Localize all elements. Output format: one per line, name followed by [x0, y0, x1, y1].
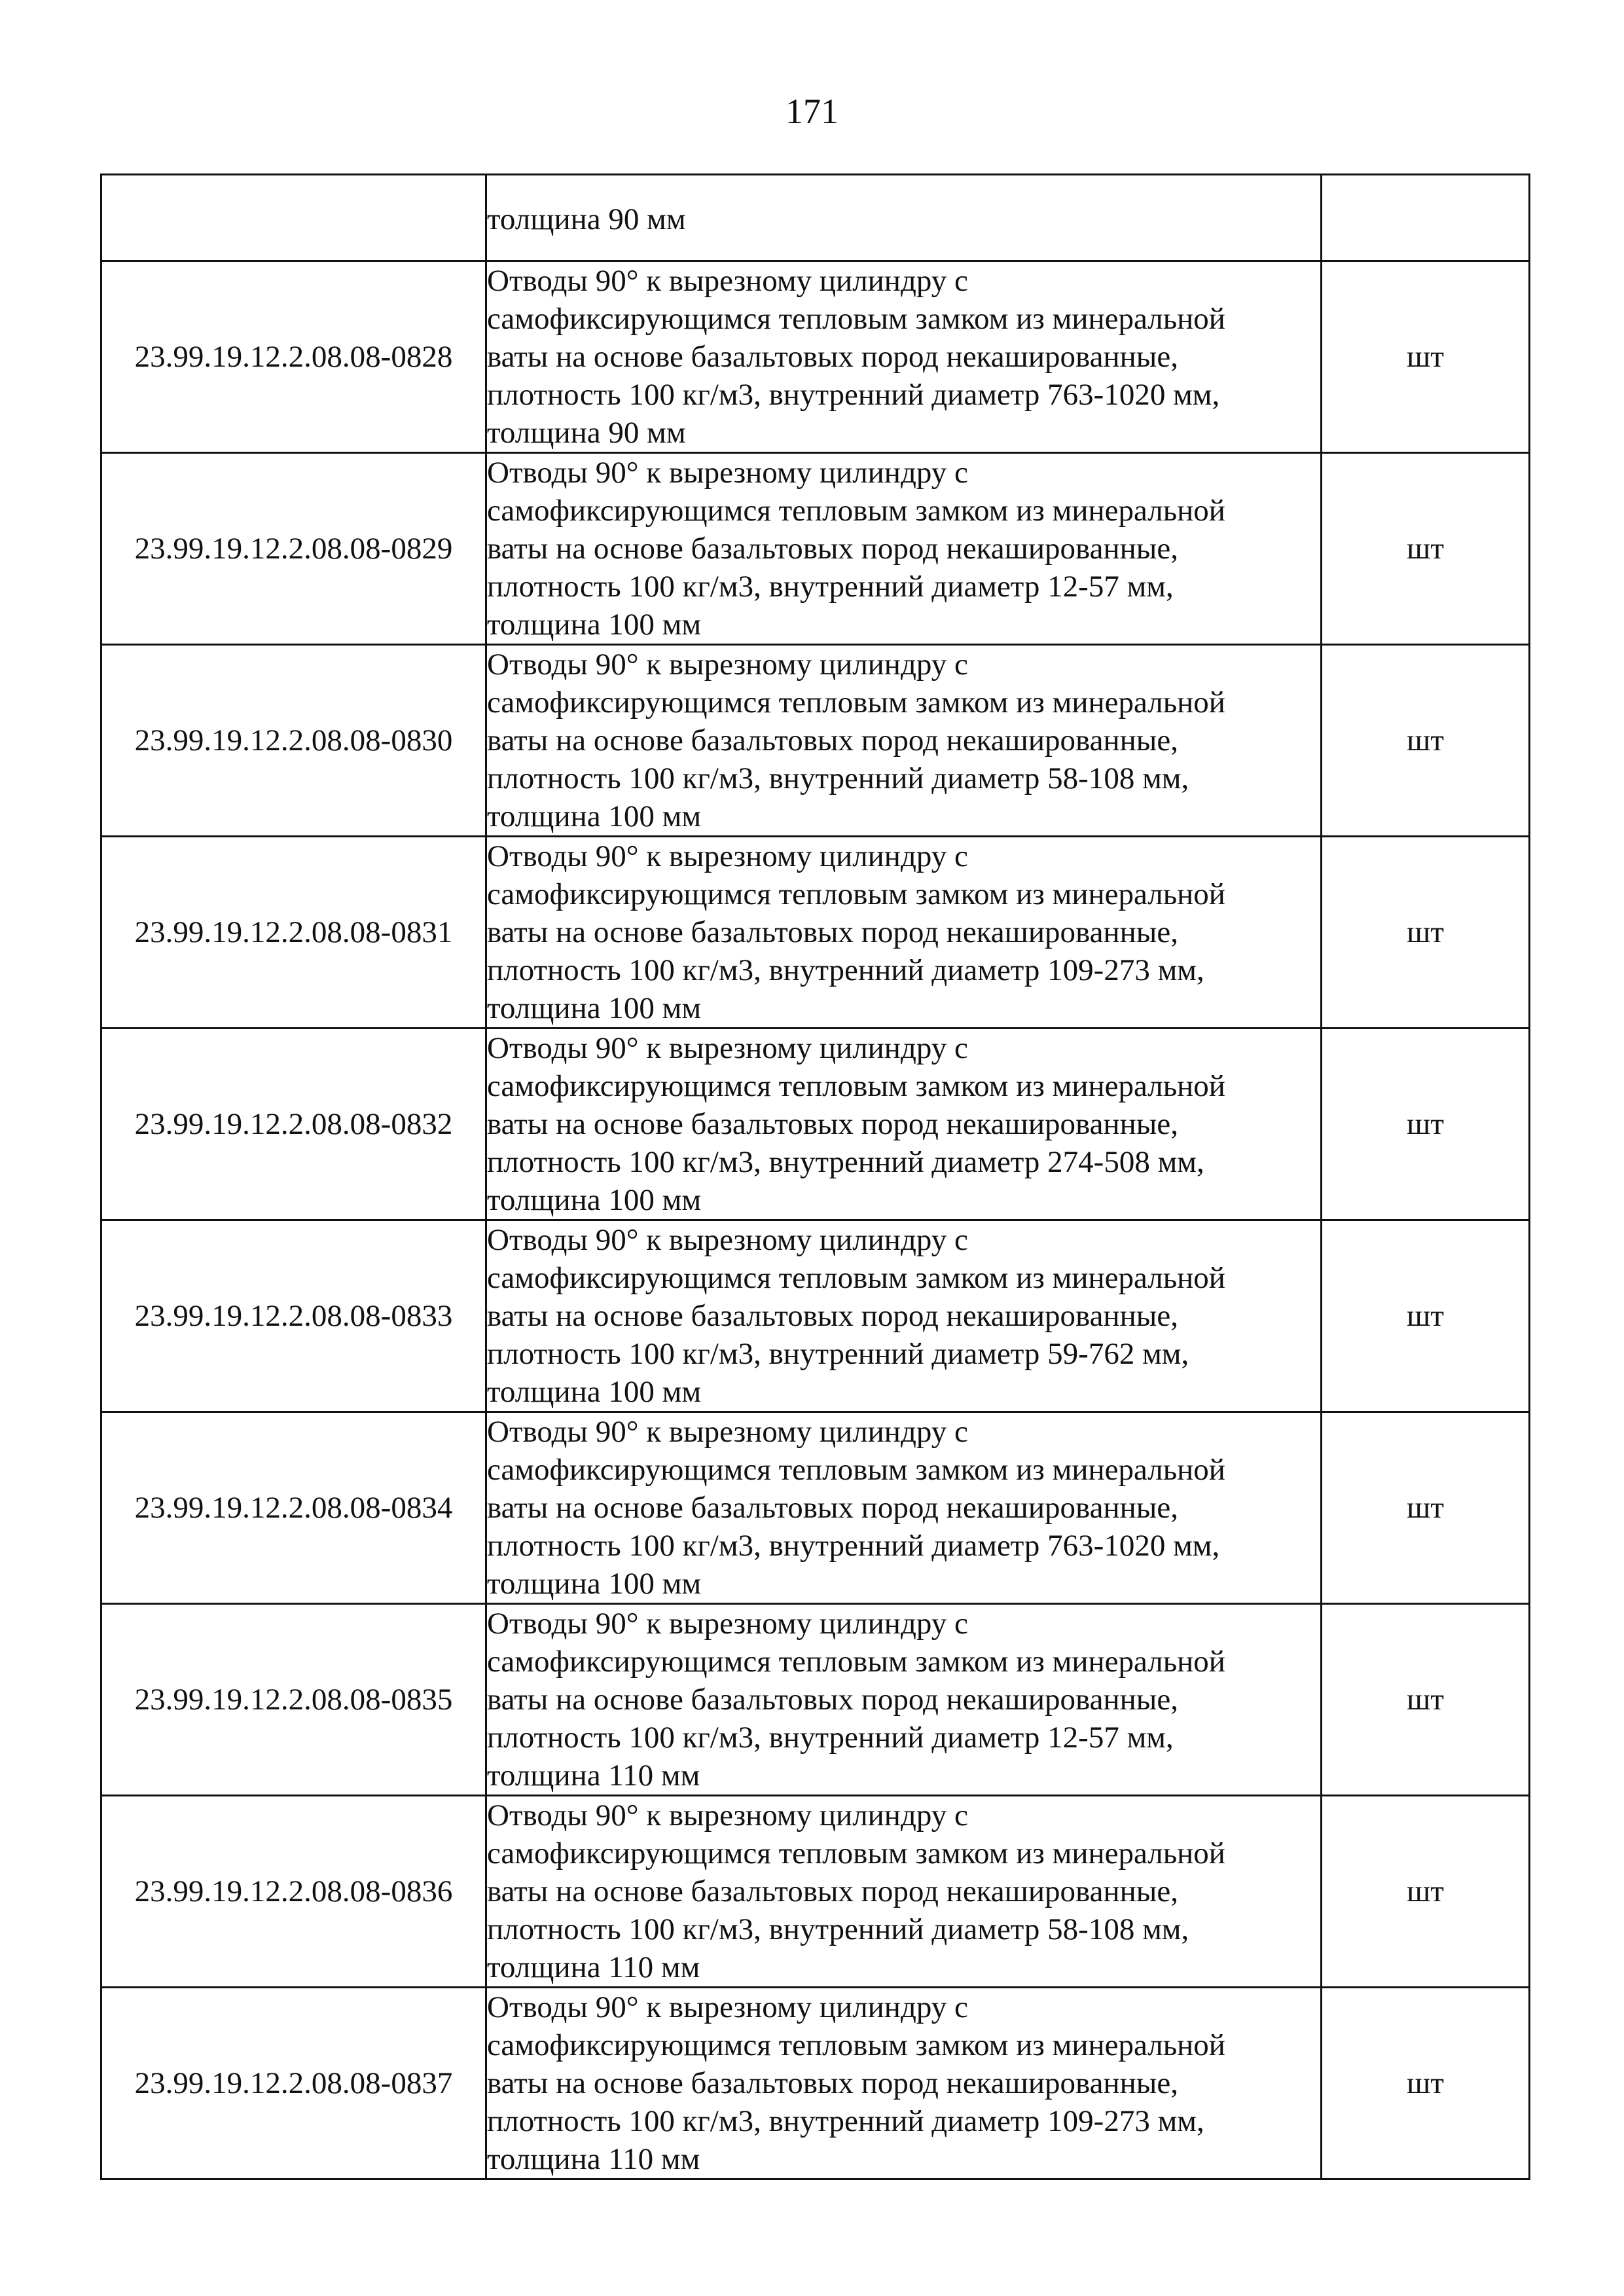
unit-of-measure: шт — [1322, 1604, 1530, 1796]
unit-of-measure: шт — [1322, 453, 1530, 645]
resource-description: Отводы 90° к вырезному цилиндру с самофиксирующимся тепловым замком из минеральной ваты на основе базальтовых пород некашированные, плотность 100 кг/м3, внутренний диаметр 274-508 мм, толщина 100 мм — [486, 1029, 1322, 1220]
table-row — [101, 1604, 1530, 1796]
resource-description: толщина 90 мм — [486, 175, 1322, 261]
resource-code: 23.99.19.12.2.08.08-0832 — [101, 1029, 486, 1220]
table-row — [101, 837, 1530, 1029]
resource-code: 23.99.19.12.2.08.08-0836 — [101, 1796, 486, 1988]
unit-of-measure: шт — [1322, 1412, 1530, 1604]
table-row — [101, 453, 1530, 645]
resource-code: 23.99.19.12.2.08.08-0835 — [101, 1604, 486, 1796]
unit-of-measure — [1322, 175, 1530, 261]
resource-code: 23.99.19.12.2.08.08-0833 — [101, 1220, 486, 1412]
resource-code: 23.99.19.12.2.08.08-0831 — [101, 837, 486, 1029]
resource-code: 23.99.19.12.2.08.08-0837 — [101, 1988, 486, 2179]
price-table — [100, 173, 1530, 2180]
table-row — [101, 645, 1530, 837]
resource-description: Отводы 90° к вырезному цилиндру с самофиксирующимся тепловым замком из минеральной ваты на основе базальтовых пород некашированные, плотность 100 кг/м3, внутренний диаметр 109-273 мм, толщина 110 мм — [486, 1988, 1322, 2179]
resource-code: 23.99.19.12.2.08.08-0829 — [101, 453, 486, 645]
unit-of-measure: шт — [1322, 1220, 1530, 1412]
table-row — [101, 175, 1530, 261]
resource-code: 23.99.19.12.2.08.08-0834 — [101, 1412, 486, 1604]
resource-code: 23.99.19.12.2.08.08-0830 — [101, 645, 486, 837]
unit-of-measure: шт — [1322, 1988, 1530, 2179]
resource-description: Отводы 90° к вырезному цилиндру с самофиксирующимся тепловым замком из минеральной ваты на основе базальтовых пород некашированные, плотность 100 кг/м3, внутренний диаметр 763-1020 мм, толщина 90 мм — [486, 261, 1322, 453]
resource-description: Отводы 90° к вырезному цилиндру с самофиксирующимся тепловым замком из минеральной ваты на основе базальтовых пород некашированные, плотность 100 кг/м3, внутренний диаметр 763-1020 мм, толщина 100 мм — [486, 1412, 1322, 1604]
resource-description: Отводы 90° к вырезному цилиндру с самофиксирующимся тепловым замком из минеральной ваты на основе базальтовых пород некашированные, плотность 100 кг/м3, внутренний диаметр 58-108 мм, толщина 110 мм — [486, 1796, 1322, 1988]
unit-of-measure: шт — [1322, 1029, 1530, 1220]
table-row — [101, 1412, 1530, 1604]
resource-description: Отводы 90° к вырезному цилиндру с самофиксирующимся тепловым замком из минеральной ваты на основе базальтовых пород некашированные, плотность 100 кг/м3, внутренний диаметр 58-108 мм, толщина 100 мм — [486, 645, 1322, 837]
resource-description: Отводы 90° к вырезному цилиндру с самофиксирующимся тепловым замком из минеральной ваты на основе базальтовых пород некашированные, плотность 100 кг/м3, внутренний диаметр 12-57 мм, толщина 100 мм — [486, 453, 1322, 645]
table-row — [101, 261, 1530, 453]
unit-of-measure: шт — [1322, 1796, 1530, 1988]
resource-description: Отводы 90° к вырезному цилиндру с самофиксирующимся тепловым замком из минеральной ваты на основе базальтовых пород некашированные, плотность 100 кг/м3, внутренний диаметр 59-762 мм, толщина 100 мм — [486, 1220, 1322, 1412]
page-number: 171 — [785, 92, 839, 131]
table-row — [101, 1220, 1530, 1412]
table-row — [101, 1988, 1530, 2179]
resource-description: Отводы 90° к вырезному цилиндру с самофиксирующимся тепловым замком из минеральной ваты на основе базальтовых пород некашированные, плотность 100 кг/м3, внутренний диаметр 109-273 мм, толщина 100 мм — [486, 837, 1322, 1029]
unit-of-measure: шт — [1322, 645, 1530, 837]
table-row — [101, 1796, 1530, 1988]
resource-description: Отводы 90° к вырезному цилиндру с самофиксирующимся тепловым замком из минеральной ваты на основе базальтовых пород некашированные, плотность 100 кг/м3, внутренний диаметр 12-57 мм, толщина 110 мм — [486, 1604, 1322, 1796]
resource-code: 23.99.19.12.2.08.08-0828 — [101, 261, 486, 453]
unit-of-measure: шт — [1322, 837, 1530, 1029]
table-row — [101, 1029, 1530, 1220]
resource-code — [101, 175, 486, 261]
unit-of-measure: шт — [1322, 261, 1530, 453]
